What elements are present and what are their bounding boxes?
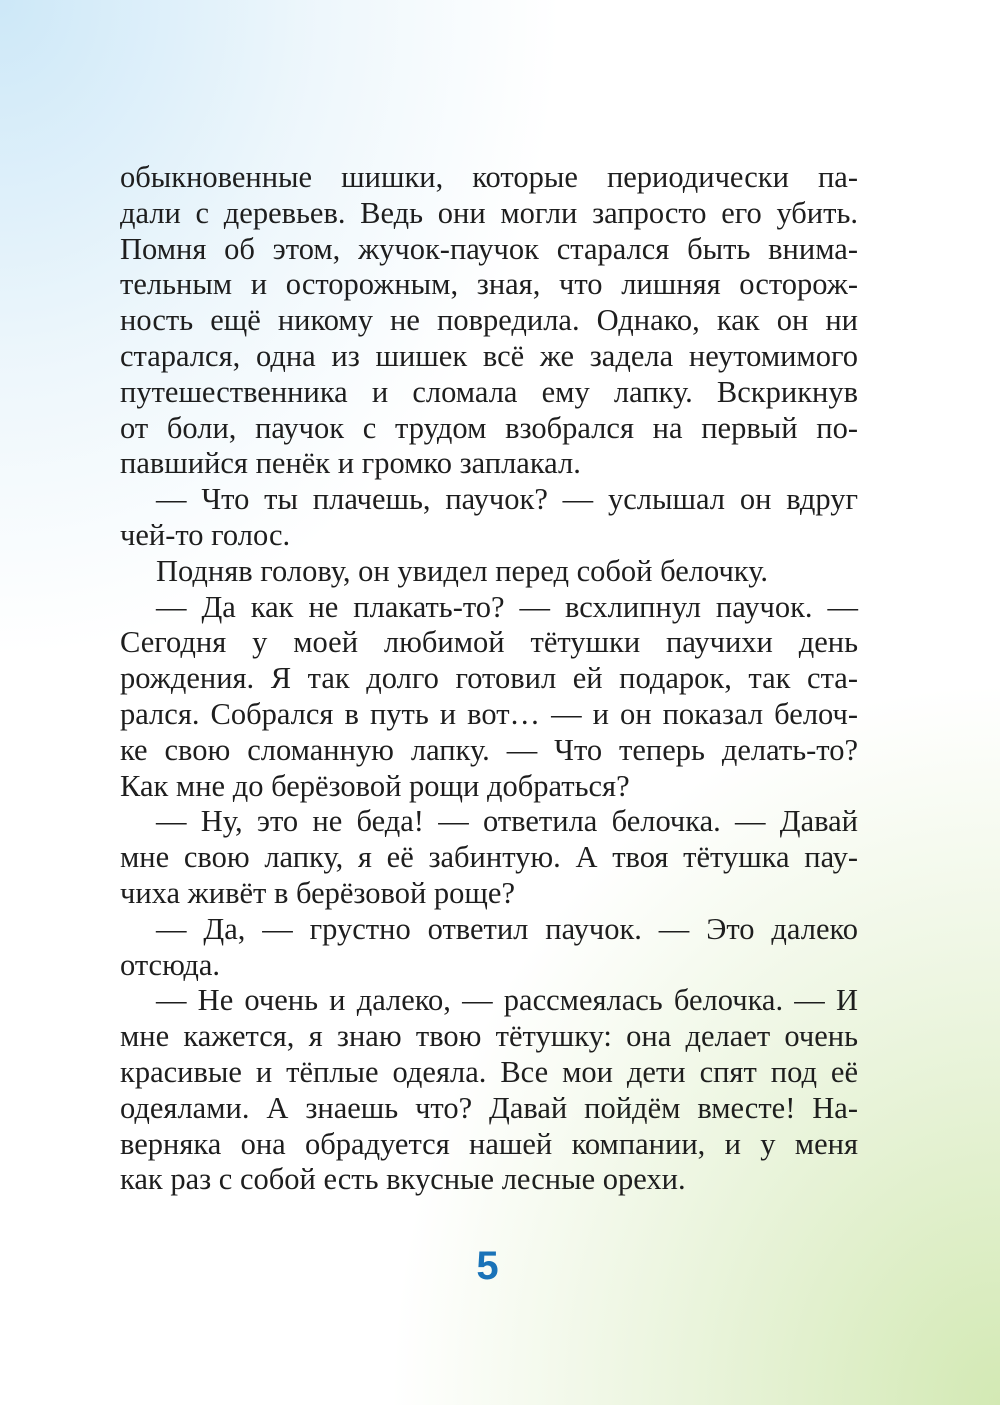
text-line: рождения. Я так долго готовил ей подарок, так ста- [120,661,858,696]
text-line: чиха живёт в берёзовой роще? [120,875,515,910]
text-line: обыкновенные шишки, которые периодически па- [120,160,858,194]
text-line: Сегодня у моей любимой тётушки паучихи день [120,625,858,660]
story-text [120,160,858,1198]
text-line: рался. Собрался в путь и вот… — и он показал белоч- [120,696,858,731]
text-line: чей-то голос. [120,517,291,552]
text-line: — Да как не плакать-то? — всхлипнул паучок. — [156,589,858,624]
text-line: старался, одна из шишек всё же задела неутомимого [120,338,858,373]
text-line: — Что ты плачешь, паучок? — услышал он вдруг [156,482,858,517]
text-line: Помня об этом, жучок-паучок старался быть внима- [120,231,858,266]
text-line: тельным и осторожным, зная, что лишняя осторож- [120,267,858,302]
text-line: — Не очень и далеко, — рассмеялась белочка. — И [156,983,858,1018]
text-line: верняка она обрадуется нашей компании, и у меня [120,1126,858,1161]
text-line: как раз с собой есть вкусные лесные орехи. [120,1162,686,1197]
text-line: Как мне до берёзовой рощи добраться? [120,768,630,803]
page-number: 5 [476,1244,499,1288]
text-line: Подняв голову, он увидел перед собой белочку. [156,553,769,588]
text-line: красивые и тёплые одеяла. Все мои дети спят под её [120,1054,858,1089]
text-line: отсюда. [120,947,221,982]
text-line: от боли, паучок с трудом взобрался на первый по- [120,410,858,445]
text-line: — Да, — грустно ответил паучок. — Это далеко [156,911,858,946]
text-line: мне свою лапку, я её забинтую. А твоя тётушка пау- [120,840,858,875]
text-line: — Ну, это не беда! — ответила белочка. — Давай [156,804,858,839]
text-line: путешественника и сломала ему лапку. Вскрикнув [120,374,858,409]
text-line: дали с деревьев. Ведь они могли запросто его убить. [120,195,858,230]
text-line: одеялами. А знаешь что? Давай пойдём вместе! На- [120,1090,858,1125]
text-line: ность ещё никому не повредила. Однако, как он ни [120,303,858,338]
text-line: павшийся пенёк и громко заплакал. [120,446,581,481]
text-line: мне кажется, я знаю твою тётушку: она делает очень [120,1019,858,1054]
text-line: ке свою сломанную лапку. — Что теперь делать-то? [120,732,858,767]
